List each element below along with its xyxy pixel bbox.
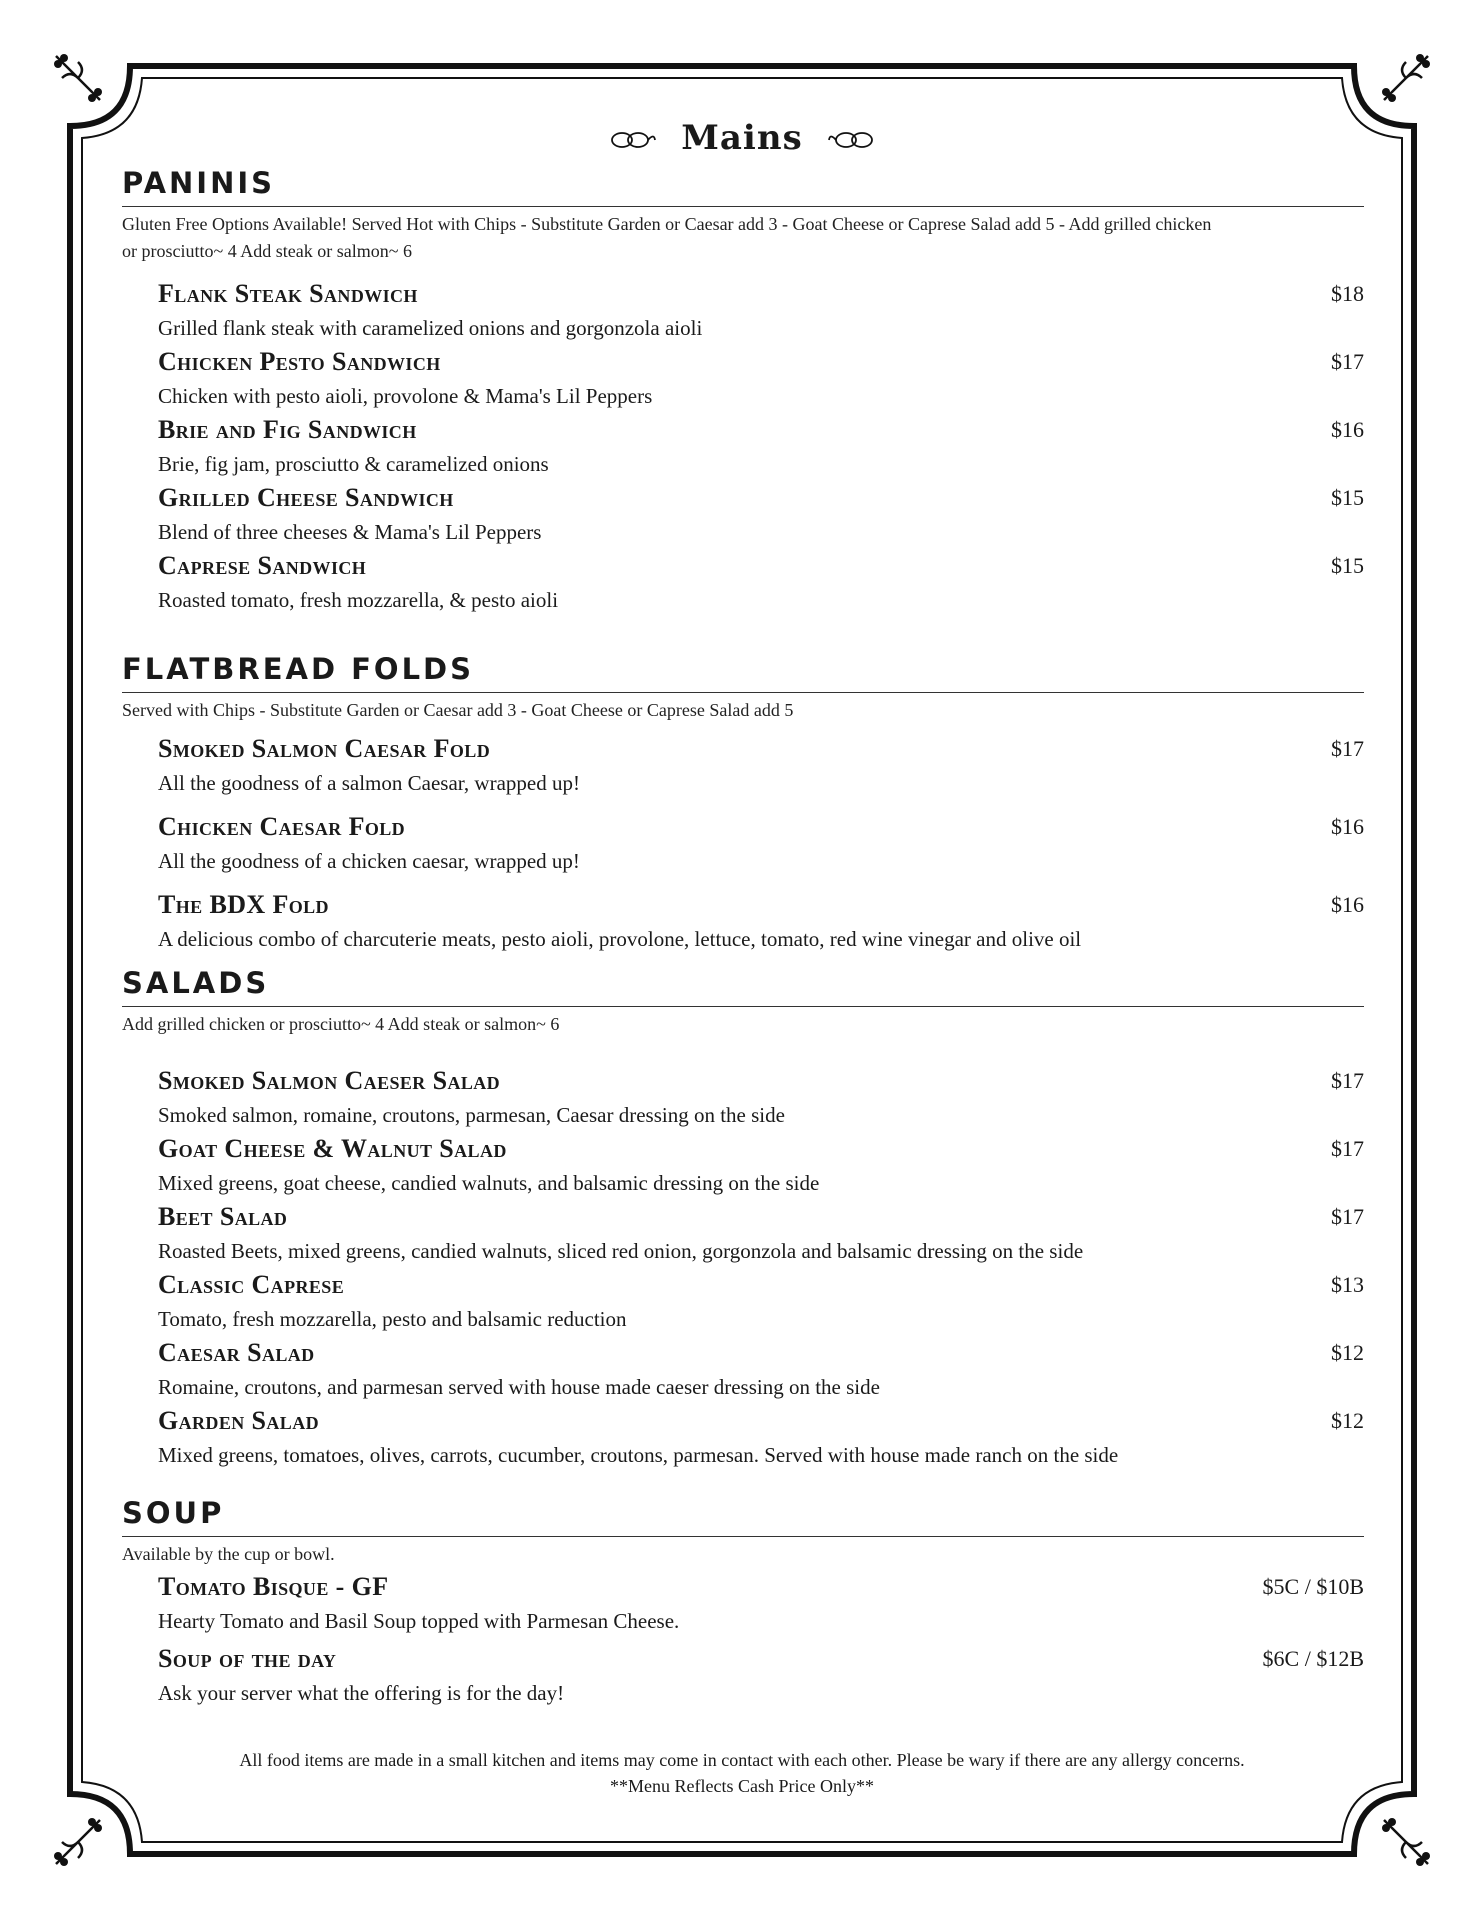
- section-salads: [122, 960, 1364, 1472]
- section-flatbread-folds: [122, 646, 1364, 956]
- item-name: Tomato Bisque - GF: [158, 1572, 389, 1601]
- item-price: $15: [1331, 485, 1364, 510]
- menu-item: [122, 549, 1364, 617]
- section-heading: SOUP: [122, 1490, 1364, 1537]
- menu-item: [122, 277, 1364, 345]
- section-heading: SALADS: [122, 960, 1364, 1007]
- item-price: $12: [1331, 1408, 1364, 1433]
- item-price: $16: [1331, 417, 1364, 442]
- item-description: Romaine, croutons, and parmesan served with house made caeser dressing on the side: [158, 1375, 880, 1399]
- menu-item: [122, 345, 1364, 413]
- item-description: Brie, fig jam, prosciutto & caramelized onions: [158, 452, 549, 476]
- item-name: Beet Salad: [158, 1202, 288, 1231]
- menu-item: [122, 732, 1364, 800]
- item-description: Blend of three cheeses & Mama's Lil Peppers: [158, 520, 542, 544]
- item-description: Roasted tomato, fresh mozzarella, & pesto aioli: [158, 588, 559, 612]
- item-name: Chicken Caesar Fold: [158, 812, 406, 841]
- allergy-disclaimer: [0, 1747, 1484, 1799]
- item-price: $17: [1331, 736, 1364, 761]
- item-price: $16: [1331, 814, 1364, 839]
- section-note: Served with Chips - Substitute Garden or Caesar add 3 - Goat Cheese or Caprese Salad add 5: [122, 700, 794, 720]
- menu-item: [122, 888, 1364, 956]
- item-name: Goat Cheese & Walnut Salad: [158, 1134, 507, 1163]
- scroll-flourish-icon: [608, 129, 656, 151]
- item-price: $15: [1331, 553, 1364, 578]
- item-price: $5C / $10B: [1262, 1574, 1364, 1599]
- menu-item: [122, 1132, 1364, 1200]
- item-name: Garden Salad: [158, 1406, 319, 1435]
- item-description: Mixed greens, goat cheese, candied walnuts, and balsamic dressing on the side: [158, 1171, 820, 1195]
- item-description: Roasted Beets, mixed greens, candied walnuts, sliced red onion, gorgonzola and balsamic dressing on the side: [158, 1239, 1084, 1263]
- item-price: $16: [1331, 892, 1364, 917]
- section-note: Gluten Free Options Available! Served Hot with Chips - Substitute Garden or Caesar add 3 - Goat Cheese or Caprese Salad add 5 - Add grilled chicken or prosciutto~ 4 Add steak or salmon~ 6: [122, 214, 1212, 261]
- item-price: $12: [1331, 1340, 1364, 1365]
- scroll-flourish-icon: [828, 129, 876, 151]
- menu-item: [122, 1268, 1364, 1336]
- section-paninis: [122, 160, 1364, 617]
- item-description: Ask your server what the offering is for the day!: [158, 1681, 565, 1705]
- item-price: $17: [1331, 1204, 1364, 1229]
- cash-price-note: **Menu Reflects Cash Price Only**: [610, 1776, 874, 1796]
- section-soup: [122, 1490, 1364, 1710]
- item-name: Caprese Sandwich: [158, 551, 367, 580]
- item-description: A delicious combo of charcuterie meats, pesto aioli, provolone, lettuce, tomato, red wine vinegar and olive oil: [158, 927, 1082, 951]
- menu-item: [122, 1336, 1364, 1404]
- item-description: Tomato, fresh mozzarella, pesto and balsamic reduction: [158, 1307, 627, 1331]
- item-price: $18: [1331, 281, 1364, 306]
- item-price: $17: [1331, 1068, 1364, 1093]
- item-name: Smoked Salmon Caeser Salad: [158, 1066, 501, 1095]
- item-description: Hearty Tomato and Basil Soup topped with Parmesan Cheese.: [158, 1609, 680, 1633]
- menu-item: [122, 1642, 1364, 1710]
- item-name: Soup of the day: [158, 1644, 337, 1673]
- item-price: $13: [1331, 1272, 1364, 1297]
- item-description: All the goodness of a salmon Caesar, wrapped up!: [158, 771, 580, 795]
- page-title-text: Mains: [681, 118, 803, 158]
- item-name: The BDX Fold: [158, 890, 329, 919]
- item-description: All the goodness of a chicken caesar, wrapped up!: [158, 849, 580, 873]
- item-price: $6C / $12B: [1262, 1646, 1364, 1671]
- menu-item: [122, 1064, 1364, 1132]
- item-name: Smoked Salmon Caesar Fold: [158, 734, 491, 763]
- page-title: [0, 118, 1484, 158]
- menu-item: [122, 1200, 1364, 1268]
- disclaimer-line: All food items are made in a small kitchen and items may come in contact with each other. Please be wary if there are any allergy concerns.: [239, 1750, 1245, 1770]
- section-heading: PANINIS: [122, 160, 1364, 207]
- menu-item: [122, 481, 1364, 549]
- section-note: Add grilled chicken or prosciutto~ 4 Add steak or salmon~ 6: [122, 1014, 560, 1034]
- item-name: Flank Steak Sandwich: [158, 279, 418, 308]
- item-description: Smoked salmon, romaine, croutons, parmesan, Caesar dressing on the side: [158, 1103, 785, 1127]
- section-note: Available by the cup or bowl.: [122, 1544, 335, 1564]
- item-price: $17: [1331, 349, 1364, 374]
- menu-item: [122, 413, 1364, 481]
- item-name: Chicken Pesto Sandwich: [158, 347, 441, 376]
- item-description: Grilled flank steak with caramelized onions and gorgonzola aioli: [158, 316, 703, 340]
- menu-item: [122, 1570, 1364, 1638]
- menu-item: [122, 810, 1364, 878]
- item-description: Chicken with pesto aioli, provolone & Mama's Lil Peppers: [158, 384, 653, 408]
- menu-item: [122, 1404, 1364, 1472]
- section-heading: FLATBREAD FOLDS: [122, 646, 1364, 693]
- item-name: Grilled Cheese Sandwich: [158, 483, 454, 512]
- item-name: Caesar Salad: [158, 1338, 315, 1367]
- item-name: Brie and Fig Sandwich: [158, 415, 417, 444]
- item-description: Mixed greens, tomatoes, olives, carrots, cucumber, croutons, parmesan. Served with house made ranch on the side: [158, 1443, 1119, 1467]
- item-price: $17: [1331, 1136, 1364, 1161]
- item-name: Classic Caprese: [158, 1270, 345, 1299]
